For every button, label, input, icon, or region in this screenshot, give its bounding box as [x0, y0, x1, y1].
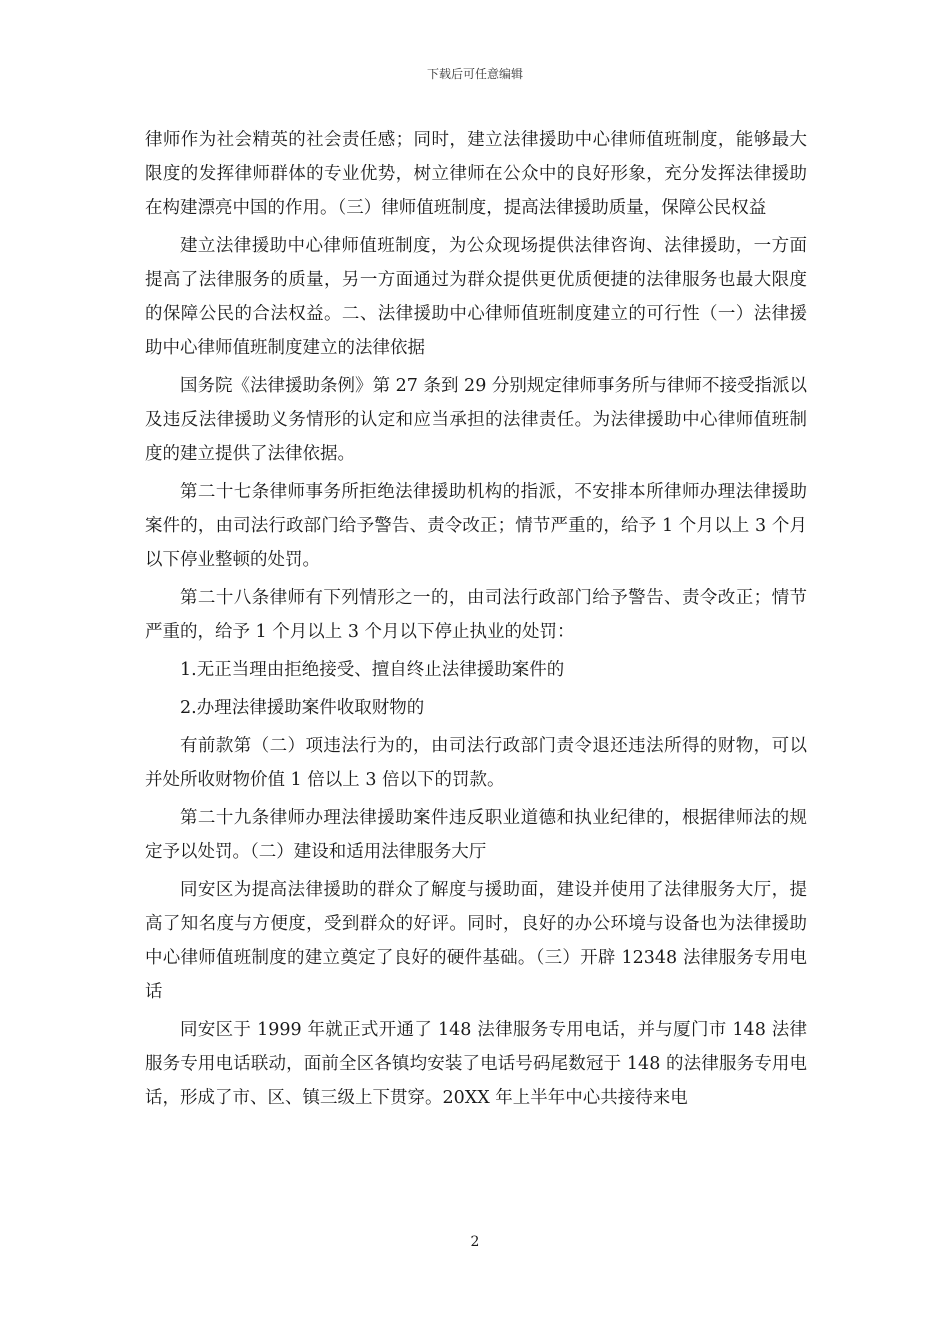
list-item: 1.无正当理由拒绝接受、擅自终止法律援助案件的 — [180, 660, 565, 680]
paragraph: 第二十七条律师事务所拒绝法律援助机构的指派，不安排本所律师办理法律援助案件的，由司法行政部门给予警告、责令改正；情节严重的，给予 1 个月以上 3 个月以下停业整顿的处罚。 — [145, 482, 807, 570]
paragraph: 同安区为提高法律援助的群众了解度与援助面，建设并使用了法律服务大厅，提高了知名度与方便度，受到群众的好评。同时，良好的办公环境与设备也为法律援助中心律师值班制度的建立奠定了良好的硬件基础。（三）开辟 12348 法律服务专用电话 — [145, 880, 807, 1002]
document-body — [145, 123, 807, 1119]
list-item: 2.办理法律援助案件收取财物的 — [180, 698, 425, 718]
paragraph: 建立法律援助中心律师值班制度，为公众现场提供法律咨询、法律援助，一方面提高了法律服务的质量，另一方面通过为群众提供更优质便捷的法律服务也最大限度的保障公民的合法权益。二、法律援助中心律师值班制度建立的可行性（一）法律援助中心律师值班制度建立的法律依据 — [145, 236, 807, 358]
paragraph: 国务院《法律援助条例》第 27 条到 29 分别规定律师事务所与律师不接受指派以及违反法律援助义务情形的认定和应当承担的法律责任。为法律援助中心律师值班制度的建立提供了法律依据。 — [145, 376, 807, 464]
page-number: 2 — [470, 1234, 480, 1250]
paragraph: 律师作为社会精英的社会责任感；同时，建立法律援助中心律师值班制度，能够最大限度的发挥律师群体的专业优势，树立律师在公众中的良好形象，充分发挥法律援助在构建漂亮中国的作用。（三）律师值班制度，提高法律援助质量，保障公民权益 — [145, 130, 807, 218]
page-header: 下载后可任意编辑 — [426, 67, 523, 81]
paragraph: 同安区于 1999 年就正式开通了 148 法律服务专用电话，并与厦门市 148 法律服务专用电话联动，面前全区各镇均安装了电话号码尾数冠于 148 的法律服务专用电话，形成了市、区、镇三级上下贯穿。20XX 年上半年中心共接待来电 — [145, 1020, 807, 1108]
paragraph: 第二十八条律师有下列情形之一的，由司法行政部门给予警告、责令改正；情节严重的，给予 1 个月以上 3 个月以下停止执业的处罚： — [145, 588, 807, 642]
paragraph: 有前款第（二）项违法行为的，由司法行政部门责令退还违法所得的财物，可以并处所收财物价值 1 倍以上 3 倍以下的罚款。 — [145, 736, 807, 790]
paragraph: 第二十九条律师办理法律援助案件违反职业道德和执业纪律的，根据律师法的规定予以处罚。（二）建设和适用法律服务大厅 — [145, 808, 807, 862]
